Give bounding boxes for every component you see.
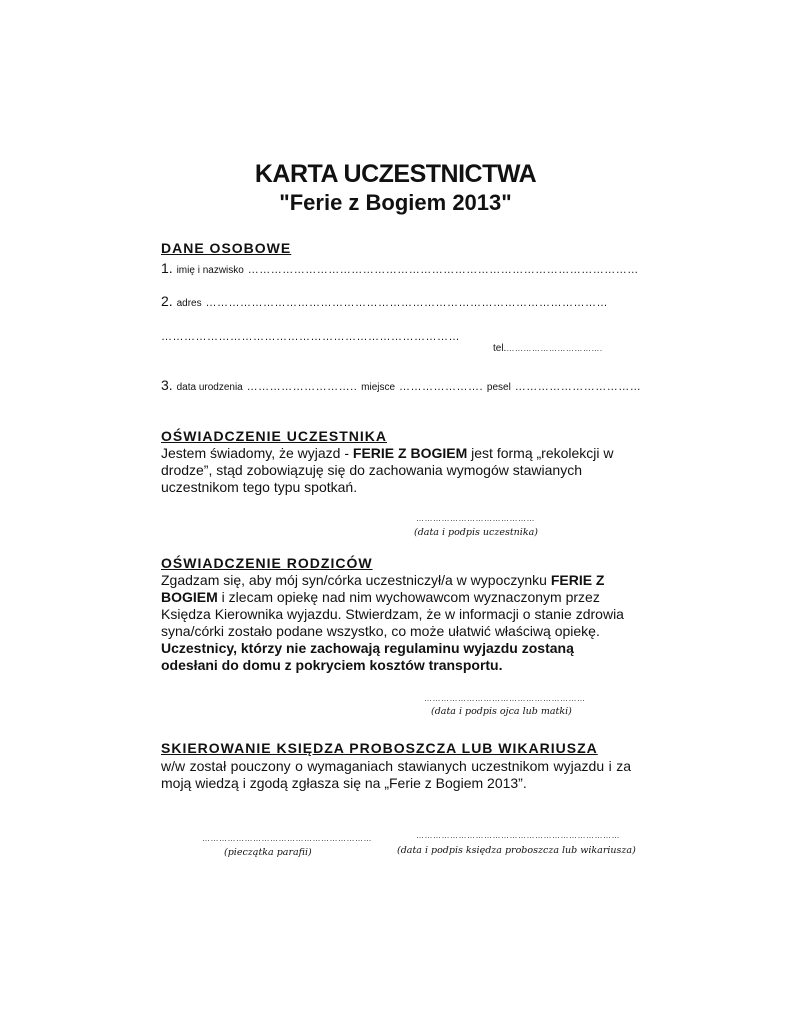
birth-place-dots: …………………. xyxy=(398,381,484,393)
address-field-label: adres xyxy=(176,298,202,309)
parent-signature-caption: (data i podpis ojca lub matki) xyxy=(431,706,572,717)
birth-field-number: 3. xyxy=(161,377,173,393)
name-field-dots: ………………………………………………………………………………………… xyxy=(247,264,639,276)
participant-text-part1: Jestem świadomy, że wyjazd - xyxy=(161,445,353,461)
document-title: KARTA UCZESTNICTWA xyxy=(254,160,537,188)
birth-place-label: miejsce xyxy=(361,382,396,393)
participant-text-bold: FERIE Z BOGIEM xyxy=(352,445,468,461)
name-field[interactable] xyxy=(161,260,639,276)
parents-text-bold1: FERIE Z BOGIEM xyxy=(161,572,605,605)
address-field-dots: …………………………………………………………………………………………… xyxy=(205,297,608,309)
parent-signature-line[interactable]: ………………………………………………… xyxy=(424,694,586,703)
parents-text-part1: Zgadzam się, aby mój syn/córka uczestniczył/a w wypoczynku xyxy=(161,572,551,588)
participant-statement-heading: OŚWIADCZENIE UCZESTNIKA xyxy=(161,428,387,444)
address-second-line[interactable] xyxy=(161,327,460,343)
participant-text-part2: jest formą „rekolekcji w drodze”, stąd zobowiązuję się do zachowania wymogów stawianych uczestnikom tego typu spotkań. xyxy=(161,445,614,495)
priest-referral-heading: SKIEROWANIE KSIĘDZA PROBOSZCZA LUB WIKARIUSZA xyxy=(161,740,598,756)
pesel-label: pesel xyxy=(486,382,511,393)
participant-statement-text xyxy=(161,445,631,496)
participant-signature-caption: (data i podpis uczestnika) xyxy=(414,527,538,538)
phone-field[interactable] xyxy=(493,338,603,354)
parents-statement-heading: OŚWIADCZENIE RODZICÓW xyxy=(161,555,373,571)
name-field-label: imię i nazwisko xyxy=(176,265,244,276)
personal-data-heading: DANE OSOBOWE xyxy=(161,240,292,256)
priest-signature-caption: (data i podpis księdza proboszcza lub wikariusza) xyxy=(397,845,636,856)
parents-text-part2: i zlecam opiekę nad nim wychowawcom wyznaczonym przez Księdza Kierownika wyjazdu. Stwierdzam, że w informacji o stanie zdrowia syna/córki zostało podane wszystko, co może ułatwić właściwą opiekę. xyxy=(161,589,624,639)
parents-statement-text xyxy=(161,572,633,674)
name-field-number: 1. xyxy=(161,260,173,276)
phone-field-label: tel. xyxy=(493,343,507,354)
document-subtitle: "Ferie z Bogiem 2013" xyxy=(279,190,512,215)
birth-date-dots: ……………………….. xyxy=(246,381,358,393)
priest-referral-text: w/w został pouczony o wymaganiach stawianych uczestnikom wyjazdu i za moją wiedzą i zgodą zgłasza się na „Ferie z Bogiem 2013”. xyxy=(161,758,631,791)
pesel-dots: …………………………… xyxy=(514,381,642,393)
parents-text-bold2: Uczestnicy, którzy nie zachowają regulaminu wyjazdu zostaną odesłani do domu z pokryciem kosztów transportu. xyxy=(161,640,574,673)
phone-field-dots: ……………………………. xyxy=(506,344,603,353)
address-field-number: 2. xyxy=(161,293,173,309)
address-field[interactable] xyxy=(161,293,608,309)
priest-signature-line[interactable]: ……………………………………………………………… xyxy=(416,831,620,840)
parish-stamp-caption: (pieczątka parafii) xyxy=(224,847,312,858)
birth-date-label: data urodzenia xyxy=(176,382,243,393)
birth-data-field[interactable] xyxy=(161,377,641,393)
parish-stamp-line[interactable]: …………………………………………………… xyxy=(202,834,372,843)
address-second-line-dots: …………………………………………………………………… xyxy=(161,331,460,343)
participant-signature-line[interactable]: …………………………………… xyxy=(416,514,535,523)
